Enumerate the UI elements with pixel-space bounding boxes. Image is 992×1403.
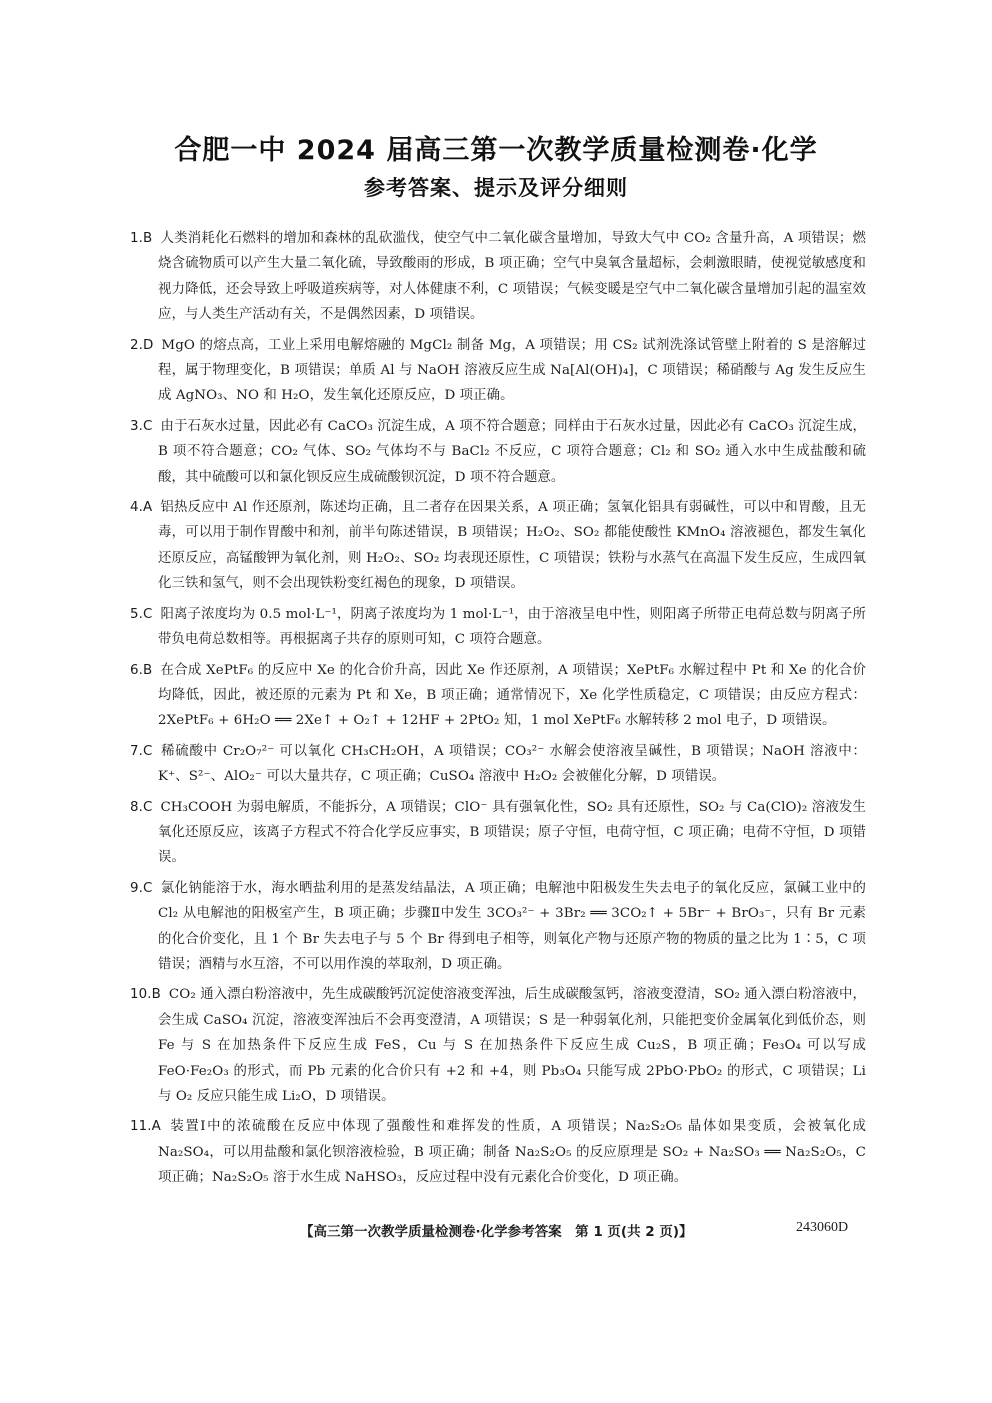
- answer-number: 10.: [130, 987, 152, 1003]
- footer-label: 【高三第一次教学质量检测卷·化学参考答案 第 1 页(共 2 页)】: [300, 1224, 693, 1240]
- answer-item: [130, 414, 866, 490]
- answer-explanation: 装置Ⅰ中的浓硫酸在反应中体现了强酸性和难挥发的性质，A 项错误；Na₂S₂O₅ 晶体如果变质，会被氧化成 Na₂SO₄，可以用盐酸和氯化钡溶液检验，B 项正确；制备 Na₂S₂O₅ 的反应原理是 SO₂ + Na₂SO₃ ══ Na₂S₂O₅，C 项正确；Na₂S₂O₅ 溶于水生成 NaHSO₃，反应过程中没有元素化合价变化，D 项正确。: [158, 1119, 866, 1186]
- answer-explanation: 稀硫酸中 Cr₂O₇²⁻ 可以氧化 CH₃CH₂OH，A 项错误；CO₃²⁻ 水解会使溶液呈碱性，B 项错误；NaOH 溶液中：K⁺、S²⁻、AlO₂⁻ 可以大量共存，C 项正确；CuSO₄ 溶液中 H₂O₂ 会被催化分解，D 项错误。: [158, 743, 866, 785]
- answer-choice: C: [142, 743, 153, 759]
- answer-item: [130, 982, 866, 1109]
- answer-number: 2.: [130, 337, 143, 353]
- answer-choice: C: [142, 799, 153, 815]
- answer-choice: C: [142, 880, 153, 896]
- answer-explanation: 由于石灰水过量，因此必有 CaCO₃ 沉淀生成，A 项不符合题意；同样由于石灰水过量，因此必有 CaCO₃ 沉淀生成，B 项不符合题意；CO₂ 气体、SO₂ 气体均不与 BaCl₂ 不反应，C 项符合题意；Cl₂ 和 SO₂ 通入水中生成盐酸和硫酸，其中硫酸可以和氯化钡反应生成硫酸钡沉淀，D 项不符合题意。: [158, 418, 866, 485]
- answer-explanation: MgO 的熔点高，工业上采用电解熔融的 MgCl₂ 制备 Mg，A 项错误；用 CS₂ 试剂洗涤试管壁上附着的 S 是溶解过程，属于物理变化，B 项错误；单质 Al 与 NaOH 溶液反应生成 Na[Al(OH)₄]，C 项错误；稀硝酸与 Ag 发生反应生成 AgNO₃、NO 和 H₂O，发生氧化还原反应，D 项正确。: [158, 337, 866, 404]
- answer-number: 1.: [130, 231, 143, 246]
- answer-item: [130, 876, 866, 978]
- answer-list: [130, 226, 866, 1196]
- answer-explanation: CO₂ 通入漂白粉溶液中，先生成碳酸钙沉淀使溶液变浑浊，后生成碳酸氢钙，溶液变澄清，SO₂ 通入漂白粉溶液中，会生成 CaSO₄ 沉淀，溶液变浑浊后不会再变澄清，A 项错误；S 是一种弱氧化剂，只能把变价金属氧化到低价态，则 Fe 与 S 在加热条件下反应生成 FeS，Cu 与 S 在加热条件下反应生成 Cu₂S，B 项正确；Fe₃O₄ 可以写成 FeO·Fe₂O₃ 的形式，而 Pb 元素的化合价只有 +2 和 +4，则 Pb₃O₄ 只能写成 2PbO·PbO₂ 的形式，C 项错误；Li 与 O₂ 反应只能生成 Li₂O，D 项错误。: [158, 987, 866, 1104]
- answer-number: 5.: [130, 606, 143, 622]
- answer-choice: D: [142, 337, 154, 353]
- answer-explanation: 在合成 XePtF₆ 的反应中 Xe 的化合价升高，因此 Xe 作还原剂，A 项错误；XePtF₆ 水解过程中 Pt 和 Xe 的化合价均降低，因此，被还原的元素为 Pt 和 Xe，B 项正确；通常情况下，Xe 化学性质稳定，C 项错误；由反应方程式：2XePtF₆ + 6H₂O ══ 2Xe↑ + O₂↑ + 12HF + 2PtO₂ 知，1 mol XePtF₆ 水解转移 2 mol 电子，D 项错误。: [158, 662, 866, 729]
- answer-choice: B: [142, 662, 153, 678]
- answer-item: [130, 739, 866, 790]
- answer-number: 8.: [130, 799, 143, 815]
- answer-choice: B: [151, 987, 161, 1003]
- answer-explanation: CH₃COOH 为弱电解质，不能拆分，A 项错误；ClO⁻ 具有强氧化性，SO₂ 具有还原性，SO₂ 与 Ca(ClO)₂ 溶液发生氧化还原反应，该离子方程式不符合化学反应事实，B 项错误；原子守恒，电荷守恒，C 项正确；电荷不守恒，D 项错误。: [158, 799, 866, 866]
- page-subtitle: 参考答案、提示及评分细则: [364, 176, 628, 200]
- footer-code: 243060D: [796, 1220, 849, 1235]
- answer-explanation: 阳离子浓度均为 0.5 mol·L⁻¹，阴离子浓度均为 1 mol·L⁻¹，由于溶液呈电中性，则阳离子所带正电荷总数与阴离子所带负电荷总数相等。再根据离子共存的原则可知，C 项符合题意。: [158, 606, 866, 648]
- answer-number: 3.: [130, 418, 143, 434]
- page-footer: [0, 1220, 992, 1244]
- answer-choice: A: [142, 500, 153, 516]
- answer-item: [130, 795, 866, 871]
- answer-choice: C: [142, 418, 153, 434]
- answer-explanation: 氯化钠能溶于水，海水晒盐利用的是蒸发结晶法，A 项正确；电解池中阳极发生失去电子的氧化反应，氯碱工业中的 Cl₂ 从电解池的阳极室产生，B 项正确；步骤Ⅱ中发生 3CO₃²⁻ + 3Br₂ ══ 3CO₂↑ + 5Br⁻ + BrO₃⁻，只有 Br 元素的化合价变化，且 1 个 Br 失去电子与 5 个 Br 得到电子相等，则氧化产物与还原产物的物质的量之比为 1∶5，C 项错误；酒精与水互溶，不可以用作溴的萃取剂，D 项正确。: [158, 880, 866, 972]
- answer-item: [130, 333, 866, 409]
- answer-number: 9.: [130, 880, 143, 896]
- answer-explanation: 人类消耗化石燃料的增加和森林的乱砍滥伐，使空气中二氧化碳含量增加，导致大气中 CO₂ 含量升高，A 项错误；燃烧含硫物质可以产生大量二氧化硫，导致酸雨的形成，B 项正确；空气中臭氧含量超标，会刺激眼睛，使视觉敏感度和视力降低，还会导致上呼吸道疾病等，对人体健康不利，C 项错误；气候变暖是空气中二氧化碳含量增加引起的温室效应，与人类生产活动有关，不是偶然因素，D 项错误。: [158, 231, 866, 323]
- answer-number: 6.: [130, 662, 143, 678]
- answer-explanation: 铝热反应中 Al 作还原剂，陈述均正确，且二者存在因果关系，A 项正确；氢氧化铝具有弱碱性，可以中和胃酸，且无毒，可以用于制作胃酸中和剂，前半句陈述错误，B 项错误；H₂O₂、SO₂ 都能使酸性 KMnO₄ 溶液褪色，都发生氧化还原反应，高锰酸钾为氧化剂，则 H₂O₂、SO₂ 均表现还原性，C 项错误；铁粉与水蒸气在高温下发生反应，生成四氧化三铁和氢气，则不会出现铁粉变红褐色的现象，D 项错误。: [158, 500, 866, 592]
- answer-number: 11.: [130, 1119, 152, 1135]
- answer-choice: B: [142, 231, 153, 246]
- answer-item: [130, 226, 866, 328]
- answer-item: [130, 495, 866, 597]
- answer-item: [130, 1114, 866, 1190]
- answer-item: [130, 658, 866, 734]
- page-title: 合肥一中 2024 届高三第一次教学质量检测卷·化学: [174, 135, 818, 166]
- answer-number: 7.: [130, 743, 143, 759]
- answer-choice: C: [142, 606, 153, 622]
- answer-item: [130, 602, 866, 653]
- answer-choice: A: [151, 1119, 161, 1135]
- answer-number: 4.: [130, 500, 143, 516]
